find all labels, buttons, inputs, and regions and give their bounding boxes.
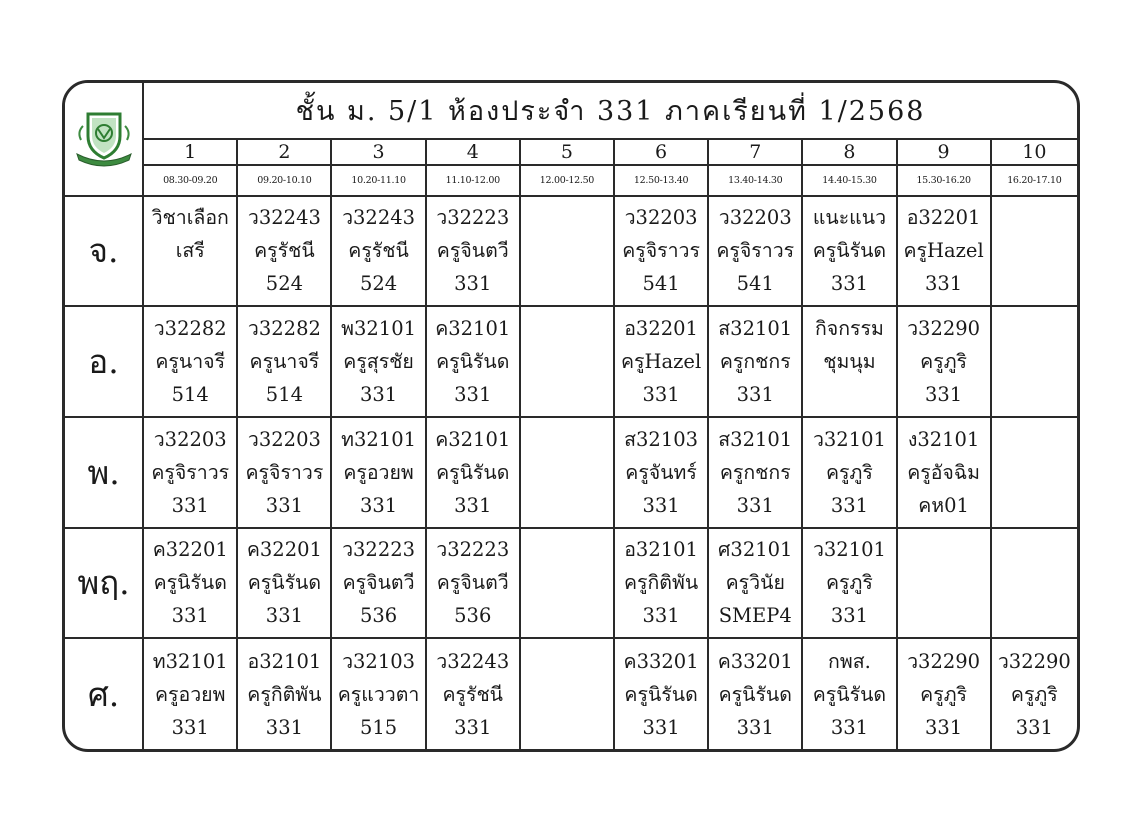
subject-code: ค32201 xyxy=(246,538,322,562)
room-number: 331 xyxy=(736,715,774,739)
subject-code: ว32203 xyxy=(153,427,227,451)
teacher-name xyxy=(992,234,1077,267)
class-slot xyxy=(802,417,896,528)
subject-code: ส32101 xyxy=(718,427,793,451)
room-number: 331 xyxy=(171,493,209,517)
school-crest-icon xyxy=(71,106,137,172)
class-slot xyxy=(897,196,991,307)
subject-code xyxy=(521,533,613,566)
class-slot xyxy=(331,638,425,749)
class-slot xyxy=(614,638,708,749)
teacher-name: ครูจิราวร xyxy=(622,239,700,263)
teacher-name: ครูแววตา xyxy=(337,682,420,706)
period-number: 8 xyxy=(802,139,896,165)
day-row xyxy=(65,196,1077,307)
class-slot xyxy=(237,528,331,639)
room-number: 524 xyxy=(265,272,304,296)
teacher-name: ครูนิรันด xyxy=(436,350,510,374)
room-number: 331 xyxy=(454,383,492,407)
room-number: 331 xyxy=(454,493,492,517)
class-slot xyxy=(237,638,331,749)
timetable xyxy=(65,83,1077,749)
class-slot xyxy=(802,638,896,749)
room-number xyxy=(803,378,895,411)
class-slot xyxy=(143,528,237,639)
room-number xyxy=(521,711,613,744)
subject-code: ว32243 xyxy=(342,206,416,230)
subject-code: ว32243 xyxy=(436,649,510,673)
subject-code: ว32290 xyxy=(997,649,1071,673)
subject-code: ว32203 xyxy=(247,427,321,451)
period-time: 12.50-13.40 xyxy=(614,165,708,195)
teacher-name xyxy=(521,678,613,711)
teacher-name: ครูจิราวร xyxy=(151,460,230,484)
day-row xyxy=(65,528,1077,639)
teacher-name: ครูกิติพัน xyxy=(247,682,322,706)
subject-code: ท32101 xyxy=(341,427,417,451)
subject-code xyxy=(992,533,1077,566)
class-slot xyxy=(520,306,614,417)
teacher-name: ครูอัจฉิม xyxy=(907,460,980,484)
room-number: SMEP4 xyxy=(718,604,792,628)
period-time: 16.20-17.10 xyxy=(991,165,1077,195)
room-number: 331 xyxy=(359,383,398,407)
room-number: 331 xyxy=(736,493,774,517)
teacher-name: ครูสุรชัย xyxy=(343,350,414,374)
class-slot xyxy=(426,417,520,528)
class-slot xyxy=(520,638,614,749)
room-number xyxy=(521,378,613,411)
class-slot xyxy=(991,638,1077,749)
class-slot xyxy=(237,306,331,417)
subject-code: วิชาเลือก xyxy=(151,206,229,230)
class-slot xyxy=(991,196,1077,307)
class-slot xyxy=(520,528,614,639)
class-slot xyxy=(708,417,802,528)
room-number: 331 xyxy=(1015,715,1053,739)
class-slot xyxy=(897,638,991,749)
room-number: 541 xyxy=(736,272,774,296)
class-slot xyxy=(614,196,708,307)
teacher-name: ครูภูริ xyxy=(826,571,873,595)
class-slot xyxy=(426,638,520,749)
class-slot xyxy=(426,196,520,307)
teacher-name: ครูภูริ xyxy=(826,460,873,484)
subject-code: ค32101 xyxy=(435,427,511,451)
class-slot xyxy=(237,196,331,307)
subject-code xyxy=(992,423,1077,456)
class-slot xyxy=(331,196,425,307)
subject-code: ว32282 xyxy=(153,317,227,341)
teacher-name: ครูอวยพ xyxy=(343,460,414,484)
class-slot xyxy=(897,306,991,417)
subject-code: ค32201 xyxy=(152,538,228,562)
room-number: 331 xyxy=(359,493,398,517)
room-number: 331 xyxy=(830,493,869,517)
room-number: 331 xyxy=(924,272,963,296)
teacher-name: ครูนิรันด xyxy=(153,571,227,595)
class-slot xyxy=(426,528,520,639)
period-number: 1 xyxy=(143,139,237,165)
room-number: 331 xyxy=(454,715,492,739)
subject-code: ว32223 xyxy=(342,538,416,562)
class-slot xyxy=(708,306,802,417)
teacher-name xyxy=(521,456,613,489)
room-number: 515 xyxy=(359,715,398,739)
teacher-name: เสรี xyxy=(175,239,205,263)
teacher-name: ครูภูริ xyxy=(920,682,968,706)
timetable-frame xyxy=(62,80,1080,752)
subject-code xyxy=(521,645,613,678)
teacher-name: ครูภูริ xyxy=(1010,682,1058,706)
room-number: 536 xyxy=(359,604,398,628)
period-number: 3 xyxy=(331,139,425,165)
day-row xyxy=(65,638,1077,749)
subject-code: ว32101 xyxy=(812,427,886,451)
room-number xyxy=(521,489,613,522)
teacher-name xyxy=(521,234,613,267)
teacher-name: ครูกชกร xyxy=(719,350,791,374)
subject-code: ว32243 xyxy=(247,206,321,230)
day-label: จ. xyxy=(65,196,143,307)
teacher-name: ครูนิรันด xyxy=(718,682,792,706)
teacher-name: ครูวินัย xyxy=(725,571,785,595)
subject-code: ว32290 xyxy=(907,649,981,673)
class-slot xyxy=(614,417,708,528)
teacher-name xyxy=(992,345,1077,378)
teacher-name: ครูรัชนี xyxy=(442,682,504,706)
subject-code: ว32101 xyxy=(812,538,886,562)
room-number xyxy=(992,267,1077,300)
class-slot xyxy=(897,417,991,528)
day-label: พ. xyxy=(65,417,143,528)
room-number: 331 xyxy=(642,383,680,407)
class-slot xyxy=(331,417,425,528)
room-number: 331 xyxy=(171,604,209,628)
subject-code: กิจกรรม xyxy=(815,317,884,341)
room-number: 331 xyxy=(642,715,680,739)
teacher-name xyxy=(521,345,613,378)
class-slot xyxy=(991,306,1077,417)
period-time: 11.10-12.00 xyxy=(426,165,520,195)
teacher-name: ครูภูริ xyxy=(920,350,968,374)
teacher-name: ชุมนุม xyxy=(823,350,876,374)
room-number: 331 xyxy=(924,715,963,739)
teacher-name: ครูนิรันด xyxy=(812,682,887,706)
subject-code: อ32101 xyxy=(624,538,698,562)
teacher-name xyxy=(992,456,1077,489)
teacher-name: ครูจินตวี xyxy=(342,571,415,595)
class-slot xyxy=(426,306,520,417)
subject-code: ค33201 xyxy=(623,649,699,673)
subject-code: ว32223 xyxy=(436,538,510,562)
room-number: 331 xyxy=(642,604,680,628)
room-number: 331 xyxy=(830,715,869,739)
class-slot xyxy=(143,306,237,417)
class-slot xyxy=(520,196,614,307)
period-number: 4 xyxy=(426,139,520,165)
period-time: 12.00-12.50 xyxy=(520,165,614,195)
subject-code: ส32103 xyxy=(624,427,699,451)
room-number: 514 xyxy=(265,383,304,407)
class-slot xyxy=(708,528,802,639)
teacher-name xyxy=(992,566,1077,599)
subject-code: ค32101 xyxy=(435,317,511,341)
room-number: 331 xyxy=(830,604,869,628)
teacher-name: ครูจินตวี xyxy=(436,239,509,263)
subject-code: ง32101 xyxy=(907,427,980,451)
period-time: 10.20-11.10 xyxy=(331,165,425,195)
subject-code xyxy=(521,201,613,234)
room-number: 331 xyxy=(924,383,963,407)
class-slot xyxy=(614,528,708,639)
room-number xyxy=(992,599,1077,632)
room-number xyxy=(898,599,990,632)
room-number: 331 xyxy=(736,383,774,407)
room-number: 331 xyxy=(454,272,492,296)
day-label: อ. xyxy=(65,306,143,417)
teacher-name: ครูนิรันด xyxy=(436,460,510,484)
class-slot xyxy=(802,196,896,307)
room-number xyxy=(992,489,1077,522)
room-number xyxy=(144,267,236,300)
teacher-name: ครูนิรันด xyxy=(624,682,698,706)
page-title: ชั้น ม. 5/1 ห้องประจำ 331 ภาคเรียนที่ 1/2568 xyxy=(143,83,1077,139)
period-time: 14.40-15.30 xyxy=(802,165,896,195)
teacher-name: ครูรัชนี xyxy=(348,239,409,263)
period-time: 15.30-16.20 xyxy=(897,165,991,195)
day-label: พฤ. xyxy=(65,528,143,639)
subject-code: กพส. xyxy=(828,649,871,673)
teacher-name: ครูกิติพัน xyxy=(623,571,699,595)
subject-code: ว32223 xyxy=(436,206,510,230)
subject-code: ว32282 xyxy=(247,317,321,341)
period-number: 5 xyxy=(520,139,614,165)
room-number: 514 xyxy=(171,383,209,407)
room-number xyxy=(992,378,1077,411)
room-number: 331 xyxy=(265,493,304,517)
subject-code xyxy=(992,201,1077,234)
class-slot xyxy=(143,417,237,528)
subject-code: ศ32101 xyxy=(718,538,793,562)
subject-code: อ32101 xyxy=(247,649,322,673)
teacher-name: ครูอวยพ xyxy=(154,682,226,706)
teacher-name: ครูกชกร xyxy=(719,460,791,484)
teacher-name: ครูจิราวร xyxy=(716,239,795,263)
class-slot xyxy=(237,417,331,528)
class-slot xyxy=(991,528,1077,639)
teacher-name: ครูHazel xyxy=(620,350,702,374)
class-slot xyxy=(143,196,237,307)
subject-code xyxy=(521,312,613,345)
subject-code: ท32101 xyxy=(152,649,228,673)
period-time: 08.30-09.20 xyxy=(143,165,237,195)
subject-code: ว32203 xyxy=(624,206,698,230)
room-number: 331 xyxy=(642,493,680,517)
day-row xyxy=(65,306,1077,417)
room-number xyxy=(521,267,613,300)
subject-code: ว32290 xyxy=(907,317,981,341)
teacher-name xyxy=(898,566,990,599)
class-slot xyxy=(520,417,614,528)
period-time: 13.40-14.30 xyxy=(708,165,802,195)
room-number: 331 xyxy=(265,604,304,628)
teacher-name: ครูนิรันด xyxy=(812,239,887,263)
period-number: 2 xyxy=(237,139,331,165)
class-slot xyxy=(331,528,425,639)
class-slot xyxy=(614,306,708,417)
room-number: 331 xyxy=(830,272,869,296)
subject-code: ว32203 xyxy=(718,206,792,230)
period-number: 9 xyxy=(897,139,991,165)
day-row xyxy=(65,417,1077,528)
class-slot xyxy=(708,638,802,749)
class-slot xyxy=(802,306,896,417)
room-number: 331 xyxy=(265,715,304,739)
subject-code: แนะแนว xyxy=(812,206,887,230)
subject-code: ค33201 xyxy=(717,649,793,673)
teacher-name: ครูนาจรี xyxy=(155,350,226,374)
class-slot xyxy=(331,306,425,417)
subject-code xyxy=(992,312,1077,345)
class-slot xyxy=(897,528,991,639)
subject-code: อ32201 xyxy=(906,206,981,230)
teacher-name: ครูจินตวี xyxy=(436,571,509,595)
subject-code: พ32101 xyxy=(341,317,417,341)
class-slot xyxy=(708,196,802,307)
room-number: 541 xyxy=(642,272,680,296)
teacher-name: ครูHazel xyxy=(903,239,984,263)
subject-code: ส32101 xyxy=(718,317,793,341)
room-number: 331 xyxy=(171,715,209,739)
teacher-name xyxy=(521,566,613,599)
subject-code: อ32201 xyxy=(624,317,698,341)
class-slot xyxy=(802,528,896,639)
period-number: 6 xyxy=(614,139,708,165)
school-logo-cell xyxy=(65,83,143,196)
period-number: 10 xyxy=(991,139,1077,165)
class-slot xyxy=(143,638,237,749)
teacher-name: ครูนิรันด xyxy=(247,571,322,595)
room-number: 536 xyxy=(454,604,492,628)
teacher-name: ครูจิราวร xyxy=(245,460,324,484)
room-number xyxy=(521,599,613,632)
room-number: 524 xyxy=(359,272,398,296)
teacher-name: ครูนาจรี xyxy=(249,350,320,374)
subject-code: ว32103 xyxy=(342,649,416,673)
teacher-name: ครูจันทร์ xyxy=(625,460,697,484)
teacher-name: ครูรัชนี xyxy=(254,239,315,263)
period-number: 7 xyxy=(708,139,802,165)
day-label: ศ. xyxy=(65,638,143,749)
subject-code xyxy=(521,423,613,456)
class-slot xyxy=(991,417,1077,528)
period-time: 09.20-10.10 xyxy=(237,165,331,195)
subject-code xyxy=(898,533,990,566)
room-number: คห01 xyxy=(918,493,969,517)
